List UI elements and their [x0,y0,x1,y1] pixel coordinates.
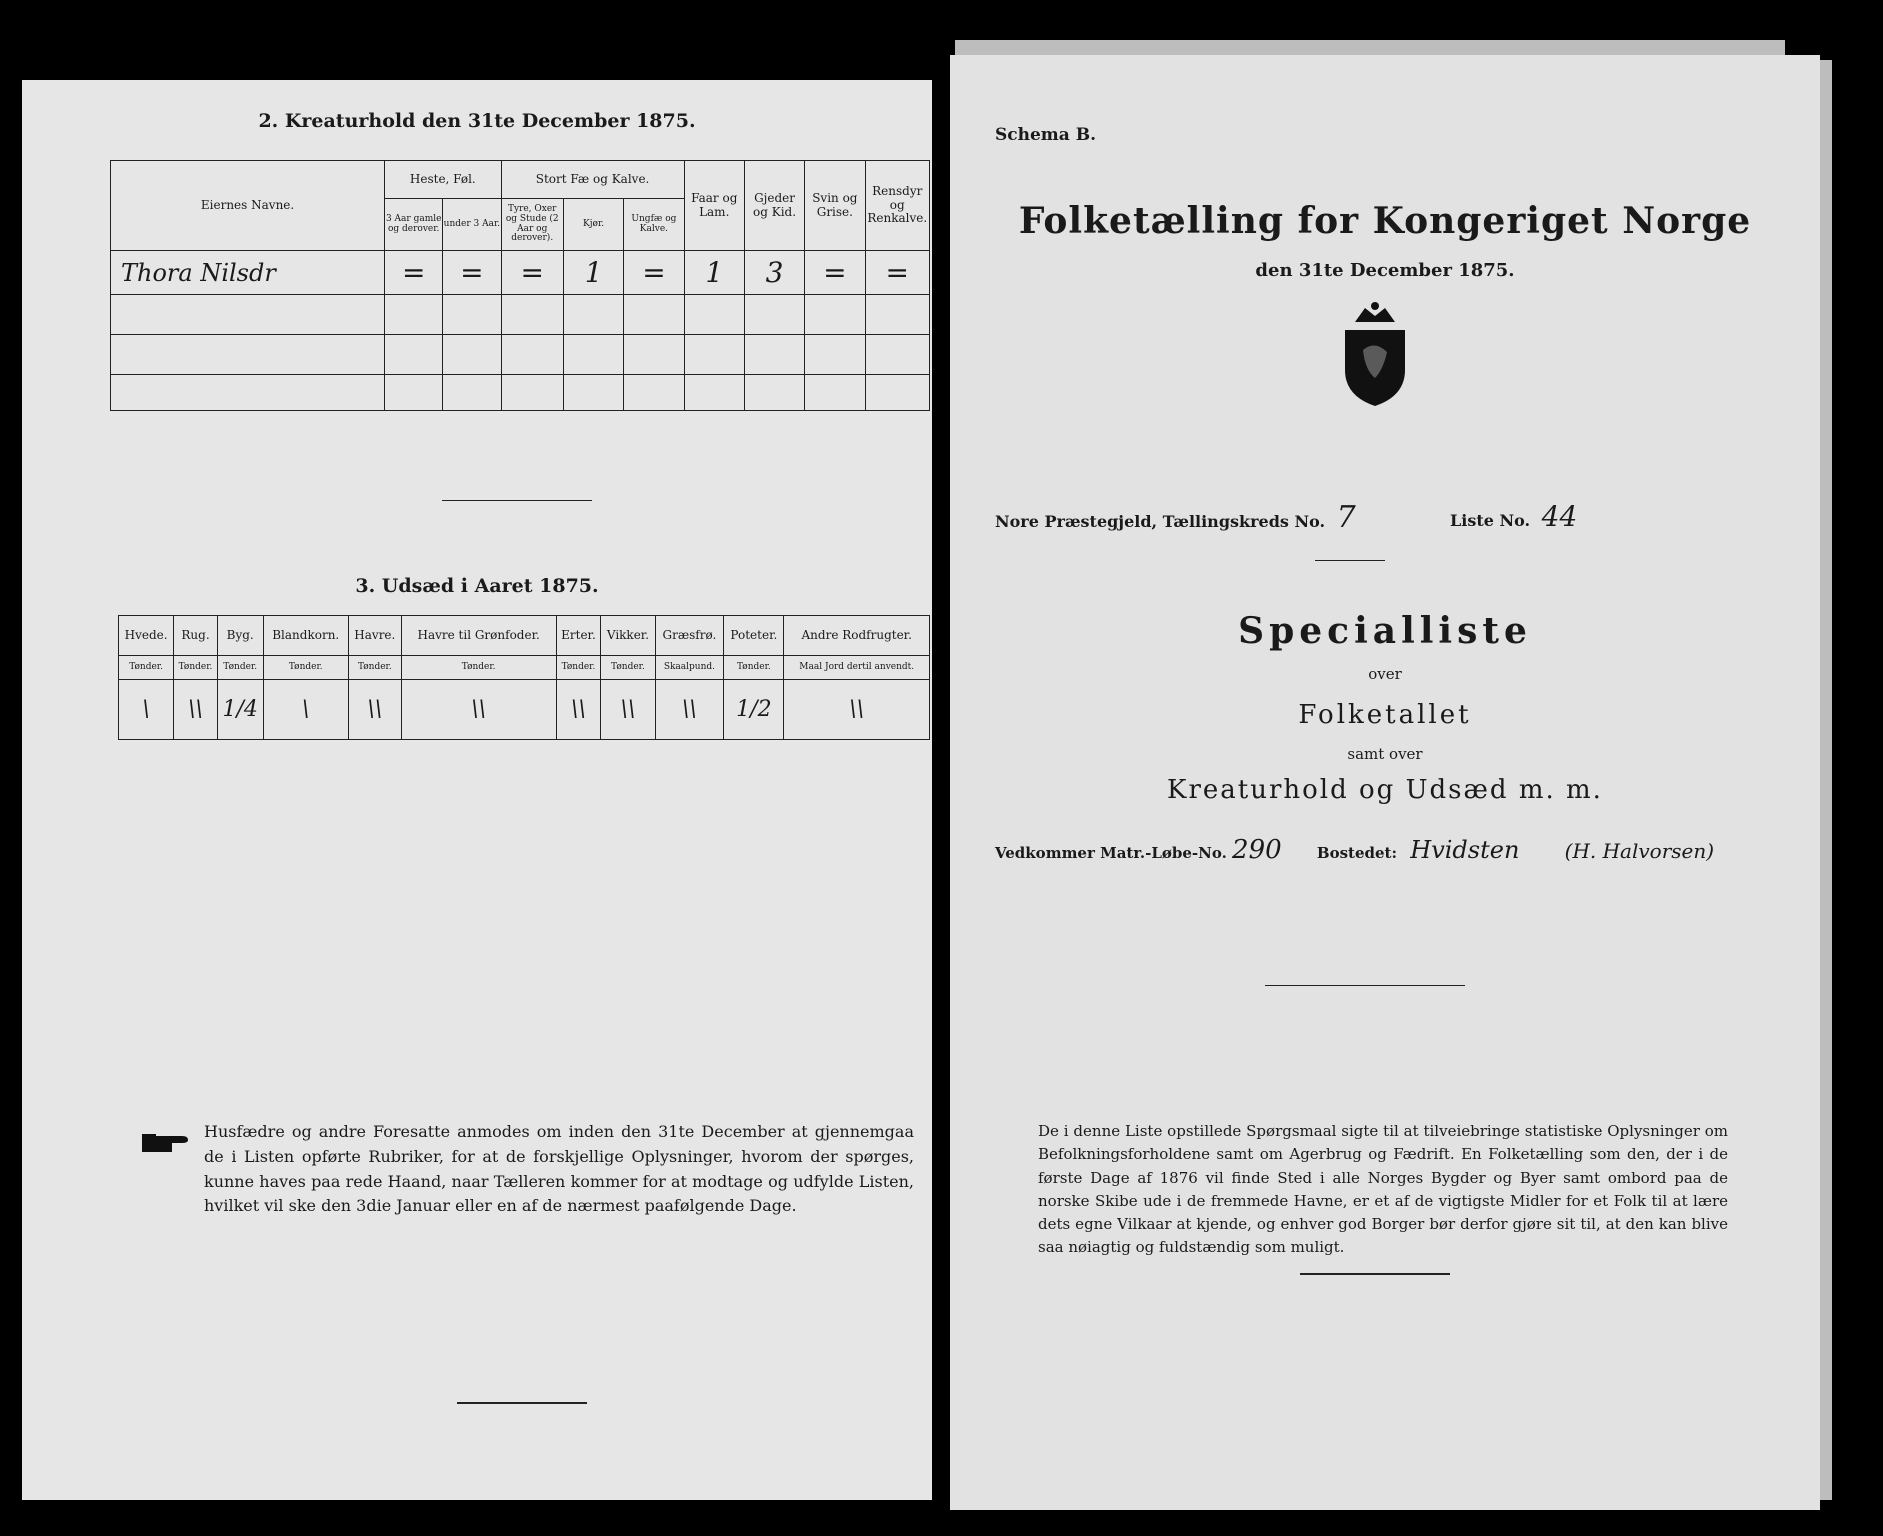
divider [1300,1273,1450,1275]
seed-unit: Maal Jord dertil anvendt. [784,656,930,680]
seed-header: Byg. [217,616,263,656]
over-text: over [1368,665,1402,683]
special-title: Specialliste [1238,610,1532,652]
seed-value: \\ [401,680,556,740]
cattle-sub1: Tyre, Oxer og Stude (2 Aar og derover). [501,199,563,251]
col-pigs-header: Svin og Grise. [805,161,865,251]
seed-value: \\ [655,680,724,740]
folketallet-text: Folketallet [1298,700,1472,730]
seed-header: Rug. [174,616,218,656]
coat-of-arms-icon [1335,300,1415,410]
seed-value: \\ [784,680,930,740]
bosted-label: Bostedet: [1316,844,1398,862]
samt-over-text: samt over [1347,745,1423,763]
cell-pigs: = [805,251,865,295]
col-reindeer-header: Rensdyr og Renkalve. [865,161,929,251]
cattle-sub2: Kjør. [563,199,623,251]
col-goats-header: Gjeder og Kid. [744,161,804,251]
seed-table [118,615,930,740]
cell-goats: 3 [744,251,804,295]
cattle-sub3: Ungfæ og Kalve. [624,199,684,251]
notice-text: De i denne Liste opstillede Spørgsmaal sigte til at tilveiebringe statistiske Oplysninger om Befolkningsforholdene samt om Agerbrug og Fædrift. En Folketælling som den, der i de første Dage af 1876 vil finde Sted i alle Norges Bygder og Byer samt ombord paa de norske Skibe ude i de fremmede Havne, er et af de vigtigste Midler for et Folk til at lære dets egne Vilkaar at kjende, og enhver god Borger bør derfor gjøre sit til, at den kan blive saa nøiagtig og fuldstændig som muligt. [1038,1122,1728,1257]
divider [442,500,592,501]
district-number: 7 [1336,500,1356,535]
horses-sub2: under 3 Aar. [443,199,501,251]
divider [1315,560,1385,561]
seed-unit: Tønder. [263,656,348,680]
table-row [111,295,930,335]
seed-value: \\ [556,680,601,740]
cell-young-cattle: = [624,251,684,295]
seed-unit: Tønder. [401,656,556,680]
seed-value: 1/4 [217,680,263,740]
seed-header: Hvede. [119,616,174,656]
table-row [111,251,930,295]
seed-unit: Skaalpund. [655,656,724,680]
cell-horses-old: = [385,251,443,295]
right-page [950,55,1820,1510]
col-owner-header: Eiernes Navne. [111,161,385,251]
page-title: Folketælling for Kongeriget Norge [1018,200,1752,242]
section3-title: 3. Udsæd i Aaret 1875. [355,575,599,597]
table-row [111,375,930,411]
cell-bulls: = [501,251,563,295]
seed-header: Poteter. [724,616,784,656]
table-row [119,680,930,740]
livestock-table [110,160,930,411]
district-label: Nore Præstegjeld, Tællingskreds No. [995,512,1326,531]
owner-name: Thora Nilsdr [111,251,385,295]
divider [1265,985,1465,986]
seed-header: Græsfrø. [655,616,724,656]
horses-sub1: 3 Aar gamle og derover. [385,199,443,251]
cell-cows: 1 [563,251,623,295]
seed-value: \\ [348,680,401,740]
col-cattle-header: Stort Fæ og Kalve. [501,161,684,199]
cell-reindeer: = [865,251,929,295]
seed-unit: Tønder. [556,656,601,680]
seed-value: \\ [174,680,218,740]
seed-unit: Tønder. [724,656,784,680]
schema-label: Schema B. [995,125,1097,145]
seed-unit: Tønder. [174,656,218,680]
seed-unit: Tønder. [348,656,401,680]
seed-unit: Tønder. [601,656,655,680]
bosted-note: (H. Halvorsen) [1564,839,1715,863]
section2-title: 2. Kreaturhold den 31te December 1875. [258,110,696,132]
date-line: den 31te December 1875. [1255,260,1515,281]
matr-label: Vedkommer Matr.-Løbe-No. [995,844,1227,862]
seed-header: Havre. [348,616,401,656]
col-sheep-header: Faar og Lam. [684,161,744,251]
seed-header: Andre Rodfrugter. [784,616,930,656]
matr-number: 290 [1232,835,1282,865]
seed-value: \ [119,680,174,740]
seed-header: Blandkorn. [263,616,348,656]
kreaturhold-text: Kreaturhold og Udsæd m. m. [1167,775,1603,805]
seed-unit: Tønder. [119,656,174,680]
cell-sheep: 1 [684,251,744,295]
seed-value: \ [263,680,348,740]
seed-value: 1/2 [724,680,784,740]
seed-header: Vikker. [601,616,655,656]
seed-value: \\ [601,680,655,740]
list-number: 44 [1541,500,1578,533]
col-horses-header: Heste, Føl. [385,161,501,199]
seed-header: Erter. [556,616,601,656]
divider [457,1402,587,1404]
cell-horses-young: = [443,251,501,295]
table-row [111,335,930,375]
pointing-hand-icon [142,1130,192,1156]
left-page [22,80,932,1500]
seed-header: Havre til Grønfoder. [401,616,556,656]
notice-text: Husfædre og andre Foresatte anmodes om inden den 31te December at gjennemgaa de i Listen opførte Rubriker, for at de forskjellige Oplysninger, hvorom der spørges, kunne haves paa rede Haand, naar Tælleren kommer for at modtage og udfylde Listen, hvilket vil ske den 3die Januar eller en af de nærmest paafølgende Dage. [204,1122,914,1216]
seed-unit: Tønder. [217,656,263,680]
list-label: Liste No. [1450,511,1531,530]
bosted-value: Hvidsten [1410,836,1520,864]
